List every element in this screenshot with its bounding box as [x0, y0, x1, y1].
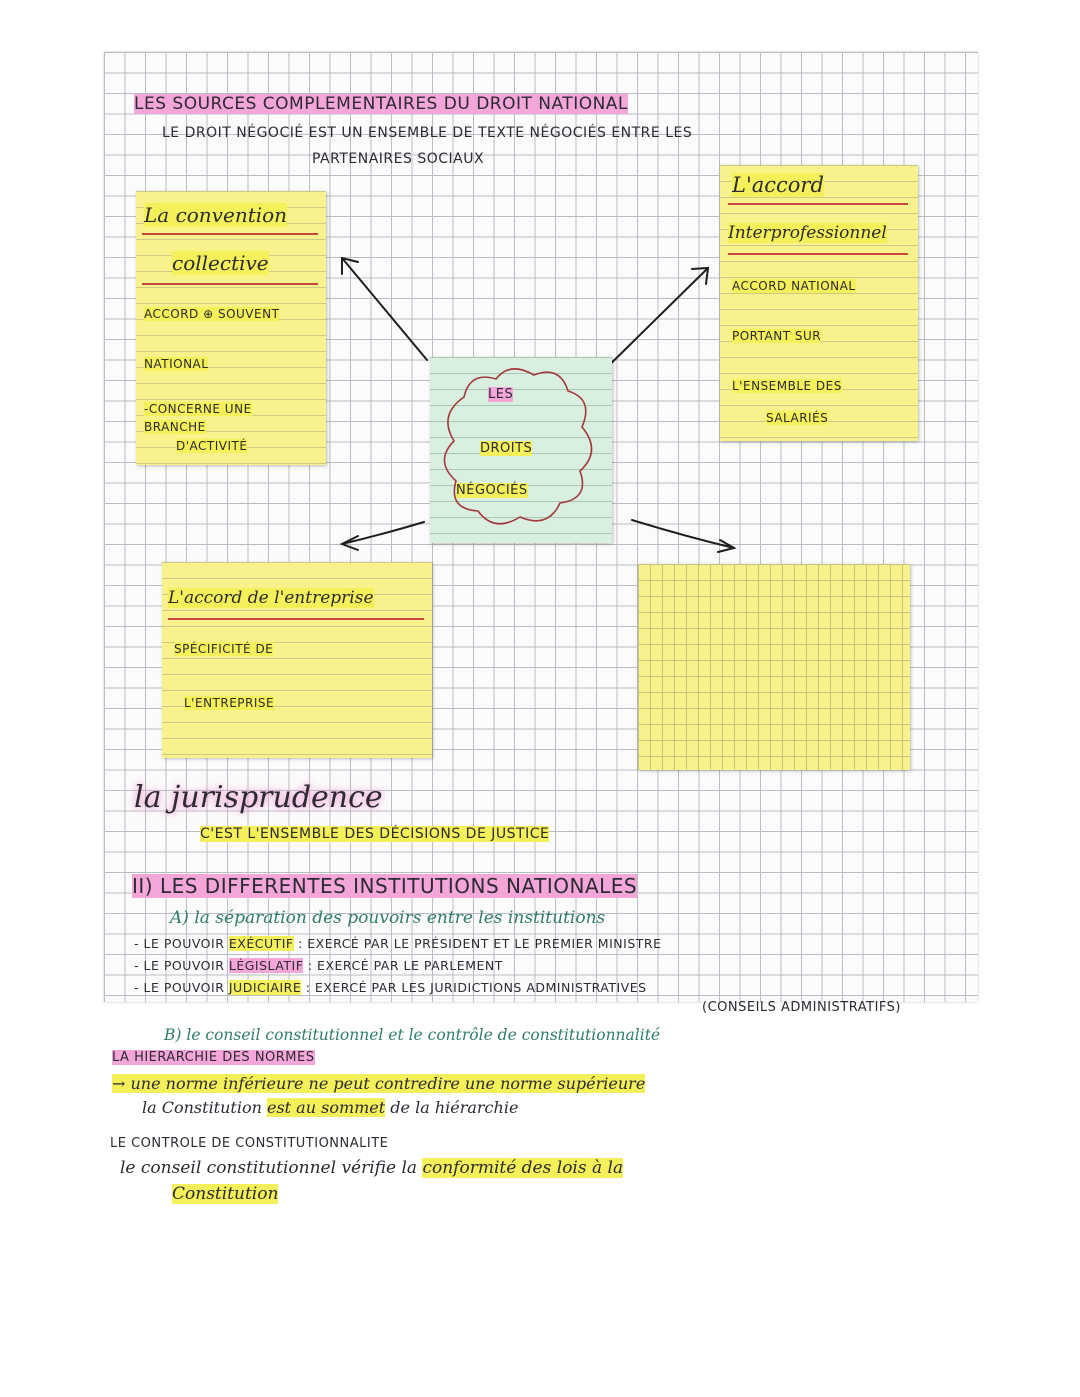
- convention-item-5: D'ACTIVITÉ: [176, 439, 248, 453]
- notebook-page: [104, 52, 978, 1002]
- convention-title-2: collective: [172, 251, 269, 275]
- convention-item-3: -CONCERNE UNE: [144, 402, 252, 416]
- controle-title: LE CONTROLE DE CONSTITUTIONNALITE: [110, 1136, 389, 1151]
- arrow-empty: [632, 520, 734, 548]
- hierarchie-line-2: la Constitution est au sommet de la hiérarchie: [142, 1098, 519, 1117]
- convention-item-4: BRANCHE: [144, 420, 206, 434]
- note-empty: [638, 564, 910, 770]
- note-convention-collective: [136, 191, 326, 465]
- arrow-entreprise: [342, 522, 424, 544]
- note-droits-negocies: [430, 357, 612, 543]
- pouvoir-judiciaire: - LE POUVOIR JUDICIAIRE : EXERCÉ PAR LES JURIDICTIONS ADMINISTRATIVES: [134, 980, 647, 995]
- pouvoir-legislatif: - LE POUVOIR LÉGISLATIF : EXERCÉ PAR LE PARLEMENT: [134, 958, 503, 973]
- center-line-1: LES: [488, 387, 514, 402]
- hierarchie-title: LA HIERARCHIE DES NORMES: [112, 1050, 315, 1065]
- interpro-item-2: PORTANT SUR: [732, 329, 822, 343]
- center-line-2: DROITS: [480, 441, 533, 456]
- intro-line-2: PARTENAIRES SOCIAUX: [312, 151, 485, 167]
- interpro-title-2: Interprofessionnel: [728, 223, 887, 243]
- hierarchie-line-1: → une norme inférieure ne peut contredire une norme supérieure: [112, 1074, 646, 1093]
- jurisprudence-title: la jurisprudence: [134, 780, 383, 815]
- interpro-title-1: L'accord: [732, 173, 824, 197]
- section-2-sub-a: A) la séparation des pouvoirs entre les institutions: [170, 908, 606, 928]
- pouvoir-judiciaire-detail: (CONSEILS ADMINISTRATIFS): [702, 1000, 901, 1015]
- controle-line-2: Constitution: [172, 1184, 279, 1204]
- main-title: LES SOURCES COMPLEMENTAIRES DU DROIT NATIONAL: [134, 94, 628, 114]
- convention-item-2: NATIONAL: [144, 357, 209, 371]
- pouvoir-executif: - LE POUVOIR EXÉCUTIF : EXERCÉ PAR LE PRÉSIDENT ET LE PREMIER MINISTRE: [134, 936, 662, 951]
- entreprise-title: L'accord de l'entreprise: [168, 588, 374, 608]
- convention-item-1: ACCORD ⊕ SOUVENT: [144, 307, 280, 321]
- interpro-item-1: ACCORD NATIONAL: [732, 279, 856, 293]
- controle-line-1: le conseil constitutionnel vérifie la conformité des lois à la: [120, 1158, 624, 1178]
- convention-title-1: La convention: [144, 203, 288, 227]
- arrow-convention: [342, 258, 427, 360]
- interpro-item-4: SALARIÉS: [766, 411, 829, 425]
- intro-line-1: LE DROIT NÉGOCIÉ EST UN ENSEMBLE DE TEXTE NÉGOCIÉS ENTRE LES: [162, 125, 693, 141]
- interpro-item-3: L'ENSEMBLE DES: [732, 379, 842, 393]
- note-accord-entreprise: [162, 562, 432, 758]
- entreprise-item-1: SPÉCIFICITÉ DE: [174, 642, 274, 656]
- section-2-sub-b: B) le conseil constitutionnel et le contrôle de constitutionnalité: [164, 1026, 661, 1044]
- entreprise-item-2: L'ENTREPRISE: [184, 696, 275, 710]
- jurisprudence-definition: C'EST L'ENSEMBLE DES DÉCISIONS DE JUSTICE: [200, 826, 550, 842]
- center-line-3: NÉGOCIÉS: [456, 483, 528, 498]
- note-accord-interprofessionnel: [720, 165, 918, 441]
- section-2-title: II) LES DIFFERENTES INSTITUTIONS NATIONALES: [132, 874, 638, 898]
